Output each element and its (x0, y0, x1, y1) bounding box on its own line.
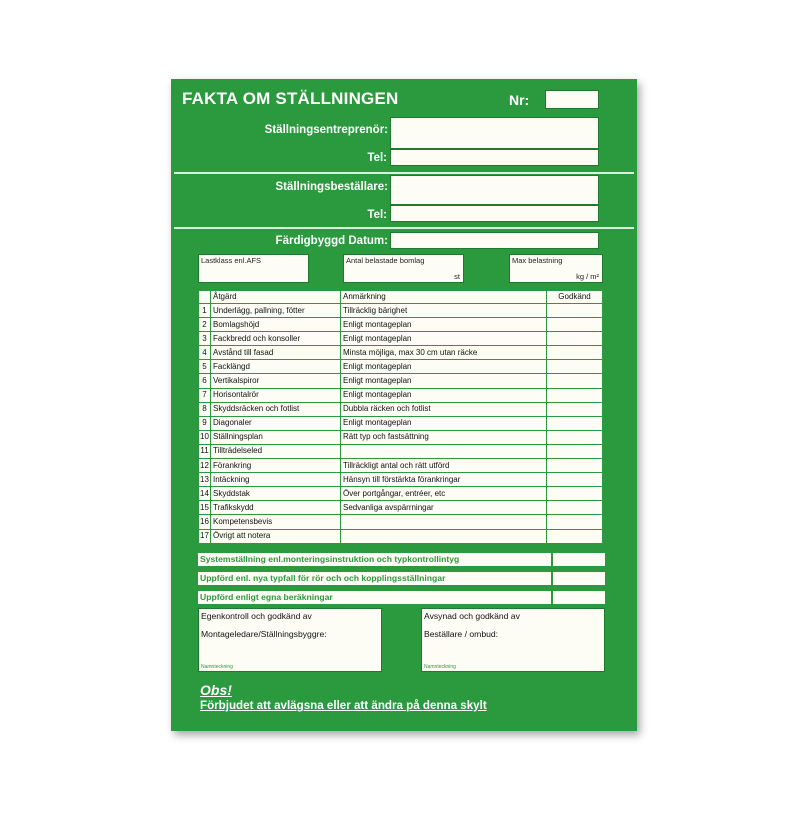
row-anmarkning: Enligt montageplan (341, 374, 547, 388)
row-atgard: Underlägg, pallning, fötter (211, 304, 341, 318)
row-number: 7 (199, 388, 211, 402)
row-number: 1 (199, 304, 211, 318)
strip-berakningar-check[interactable] (551, 591, 605, 604)
row-anmarkning (341, 444, 547, 458)
row-anmarkning: Enligt montageplan (341, 388, 547, 402)
table-row (199, 388, 603, 402)
row-atgard: Skyddstak (211, 487, 341, 501)
row-atgard: Kompetensbevis (211, 515, 341, 529)
row-anmarkning: Enligt montageplan (341, 360, 547, 374)
contractor-tel-field[interactable] (390, 149, 599, 166)
row-number: 10 (199, 430, 211, 444)
col-atgard: Åtgärd (211, 291, 341, 304)
row-godkand-cell[interactable] (547, 388, 603, 402)
row-anmarkning: Tillräckligt antal och rätt utförd (341, 459, 547, 473)
row-atgard: Horisontalrör (211, 388, 341, 402)
row-anmarkning: Minsta möjliga, max 30 cm utan räcke (341, 346, 547, 360)
row-godkand-cell[interactable] (547, 459, 603, 473)
row-anmarkning: Dubbla räcken och fotlist (341, 402, 547, 416)
table-row (199, 402, 603, 416)
lastklass-field[interactable] (198, 254, 309, 283)
row-anmarkning: Rätt typ och fastsättning (341, 430, 547, 444)
table-row (199, 444, 603, 458)
row-godkand-cell[interactable] (547, 529, 603, 543)
sign-title: FAKTA OM STÄLLNINGEN (182, 89, 399, 108)
strip-systemstallning (198, 553, 551, 566)
date-label: Färdigbyggd Datum: (275, 235, 388, 247)
table-row (199, 360, 603, 374)
row-number: 9 (199, 416, 211, 430)
row-atgard: Diagonaler (211, 416, 341, 430)
row-atgard: Ställningsplan (211, 430, 341, 444)
row-godkand-cell[interactable] (547, 374, 603, 388)
sig-right-line2: Beställare / ombud: (424, 629, 499, 639)
bomlag-label: Antal belastade bomlag (346, 256, 425, 265)
row-atgard: Facklängd (211, 360, 341, 374)
table-row (199, 304, 603, 318)
row-number: 16 (199, 515, 211, 529)
date-field[interactable] (390, 232, 599, 249)
table-row (199, 501, 603, 515)
row-atgard: Förankring (211, 459, 341, 473)
row-atgard: Fackbredd och konsoller (211, 332, 341, 346)
row-anmarkning: Enligt montageplan (341, 332, 547, 346)
row-atgard: Vertikalspiror (211, 374, 341, 388)
row-anmarkning (341, 529, 547, 543)
table-row (199, 459, 603, 473)
lastklass-label: Lastklass enl.AFS (201, 256, 262, 265)
row-number: 15 (199, 501, 211, 515)
table-row (199, 374, 603, 388)
row-atgard: Övrigt att notera (211, 529, 341, 543)
col-godkand: Godkänd (547, 291, 603, 304)
row-number: 12 (199, 459, 211, 473)
nr-label: Nr: (509, 92, 530, 108)
sig-right-namn: Namnteckning (424, 664, 456, 670)
row-number: 11 (199, 444, 211, 458)
sig-left-line2: Montageledare/Ställningsbyggre: (201, 629, 327, 639)
row-anmarkning: Tillräcklig bärighet (341, 304, 547, 318)
table-row (199, 515, 603, 529)
table-row (199, 416, 603, 430)
contractor-label: Ställningsentreprenör: (264, 124, 388, 136)
row-godkand-cell[interactable] (547, 515, 603, 529)
scaffold-info-sign (171, 79, 637, 731)
divider (174, 227, 634, 229)
row-godkand-cell[interactable] (547, 318, 603, 332)
row-godkand-cell[interactable] (547, 487, 603, 501)
row-godkand-cell[interactable] (547, 346, 603, 360)
row-number: 6 (199, 374, 211, 388)
row-godkand-cell[interactable] (547, 473, 603, 487)
table-row (199, 487, 603, 501)
sig-left-namn: Namnteckning (201, 664, 233, 670)
bomlag-field[interactable] (343, 254, 464, 283)
row-atgard: Skyddsräcken och fotlist (211, 402, 341, 416)
row-number: 14 (199, 487, 211, 501)
row-number: 4 (199, 346, 211, 360)
tel-label-1: Tel: (367, 152, 387, 164)
row-godkand-cell[interactable] (547, 430, 603, 444)
sig-right-line1: Avsynad och godkänd av (424, 611, 520, 621)
row-anmarkning: Sedvanliga avspärrningar (341, 501, 547, 515)
row-number: 13 (199, 473, 211, 487)
contractor-field[interactable] (390, 117, 599, 149)
table-row (199, 318, 603, 332)
row-atgard: Avstånd till fasad (211, 346, 341, 360)
warning-text: Förbjudet att avlägsna eller att ändra på denna skylt (200, 699, 487, 712)
nr-field[interactable] (545, 90, 599, 109)
row-godkand-cell[interactable] (547, 332, 603, 346)
row-atgard: Bomlagshöjd (211, 318, 341, 332)
row-anmarkning: Hänsyn till förstärkta förankringar (341, 473, 547, 487)
row-anmarkning (341, 515, 547, 529)
row-number: 8 (199, 402, 211, 416)
row-atgard: Trafikskydd (211, 501, 341, 515)
inspection-signature-box[interactable] (421, 608, 605, 672)
row-anmarkning: Enligt montageplan (341, 416, 547, 430)
max-load-field[interactable] (509, 254, 603, 283)
strip-typfall (198, 572, 551, 585)
table-row (199, 346, 603, 360)
row-godkand-cell[interactable] (547, 501, 603, 515)
strip-systemstallning-check[interactable] (551, 553, 605, 566)
max-load-label: Max belastning (512, 256, 563, 265)
row-number: 17 (199, 529, 211, 543)
row-godkand-cell[interactable] (547, 360, 603, 374)
checklist-table (198, 290, 603, 544)
row-godkand-cell[interactable] (547, 304, 603, 318)
row-number: 5 (199, 360, 211, 374)
table-row (199, 473, 603, 487)
col-anmarkning: Anmärkning (341, 291, 547, 304)
obs-label: Obs! (200, 682, 232, 698)
row-godkand-cell[interactable] (547, 402, 603, 416)
strip-typfall-label: Uppförd enl. nya typfall för rör och och kopplingsställningar (200, 573, 446, 583)
table-header-row (199, 291, 603, 304)
table-row (199, 332, 603, 346)
orderer-label: Ställningsbeställare: (275, 181, 388, 193)
row-number: 3 (199, 332, 211, 346)
strip-systemstallning-label: Systemställning enl.monteringsinstruktion och typkontrollintyg (200, 554, 460, 564)
row-anmarkning: Enligt montageplan (341, 318, 547, 332)
table-row (199, 529, 603, 543)
row-anmarkning: Över portgångar, entréer, etc (341, 487, 547, 501)
strip-berakningar-label: Uppförd enligt egna beräkningar (200, 592, 333, 602)
strip-typfall-check[interactable] (551, 572, 605, 585)
self-control-signature-box[interactable] (198, 608, 382, 672)
sig-left-line1: Egenkontroll och godkänd av (201, 611, 312, 621)
table-row (199, 430, 603, 444)
bomlag-unit: st (454, 272, 460, 281)
row-godkand-cell[interactable] (547, 444, 603, 458)
max-load-unit: kg / m² (576, 272, 599, 281)
strip-berakningar (198, 591, 551, 604)
divider (174, 172, 634, 174)
row-number: 2 (199, 318, 211, 332)
orderer-tel-field[interactable] (390, 205, 599, 222)
tel-label-2: Tel: (367, 209, 387, 221)
row-atgard: Intäckning (211, 473, 341, 487)
row-godkand-cell[interactable] (547, 416, 603, 430)
row-atgard: Tillträdelseled (211, 444, 341, 458)
orderer-field[interactable] (390, 175, 599, 205)
